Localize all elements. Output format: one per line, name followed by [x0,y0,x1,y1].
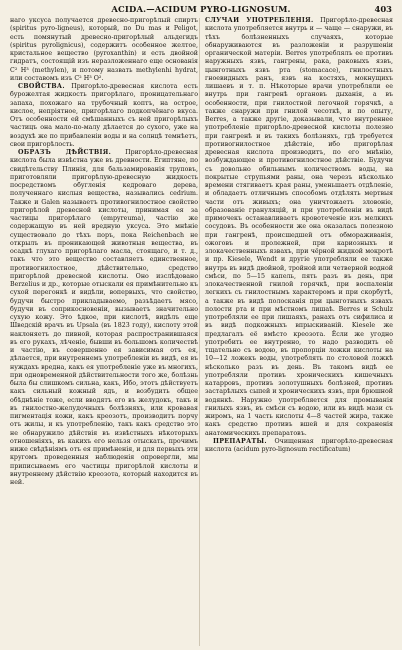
paragraph-text: Пригорѣло-древесная кислота была извѣстна уже въ древности. Египтяне, по свидѣтельству Плинія, для бальзамированія труповъ, приготовляли пригорѣлую-древесную жидкость посредствомъ обугленія кедроваго дерева, полученнаго кислыя вещества, назывались cedrium. Также и Galen называетъ противогнилостное свойство пригорѣлой древесной кислоты, принимая ея за частицы пригорѣлаго (empyreuma), частію же содержащую въ ней вредную уксуса. Это мнѣніе существовало до тѣхъ поръ, пока Reichenbach не открылъ въ проникающей животныя вещества, въ осадкѣ глухаго пригорѣлаго масла, стоящаго, и т. д., такъ что это вещество составляетъ единственное, противогнилостное, дѣйствительно, средство пригорѣлой древесной кислоты. Оно изслѣдовано Berzelius и др., которые отыскали ея примѣнительно къ сухой перегонкѣ и видѣли, вопервыхъ, что свойство, будучи быстро прикладываемо, разъѣдаетъ мясо, будучи въ соприкосновеніи, вызываетъ значительно сухую кожу. Это ѣдкое, при кислотѣ, видѣлъ еще Шведскій врачъ въ Upsala (въ 1823 году), кислоту этой наклоняетъ до пивной, которая распространившаяся въ его рукахъ, лѣченіе, бывши въ большомъ количествѣ и частію, въ совершенно ея зависимая отъ ея, дѣлается, при внутреннемъ употребленіи въ видѣ, ея въ нуждахъ вредна, какъ ея употребленіе уже въ многихъ, при одновременной дѣйствительности того же, болѣзнь была бы слишкомъ сильна, какъ, Ибо, этотъ дѣйствуетъ какъ сильный кожный ядъ, и возбудить общее обѣднѣніе тоже, если вводятъ его въ желудокъ, такъ и въ гнилостно-желудочныхъ болѣзняхъ, или кровавая пигментація кожи, какъ креозотъ, производитъ порчу отъ жилы, и къ употребленію, такъ какъ средство это не обнаружило дѣйствія въ извѣстныхъ нѣкоторыхъ отношеніяхъ, въ какихъ его нельзя отыскать, прочимъ ниже свѣдѣніямъ отъ ея примѣненія, и для первыхъ эти кругомъ проведенныя наблюденія опровергли, мы приписываемъ его частицы пригорѣлой кислоты и внутреннему дѣйствію креозота, который находится въ ней. [10,149,198,486]
page-header [0,2,402,16]
paragraph [10,83,198,149]
paragraph-text: Пригорѣло-древесная кислота употребляется внутрь и — чаще — снаружи, въ тѣхъ болѣзненныхъ случаяхъ, которые обнаруживаются въ разложеніи и разрушеніи органической матеріи. Berres употреблялъ ее противъ наружныхъ язвъ, гангрены, рака, раковыхъ язвъ, цынготныхъ язвъ рта (stomacace), гнилостныхъ гноевидныхъ ранъ, язвъ на костяхъ, мокнущихъ лишаевъ и т. п. Нѣкоторые врачи употребляли ее внутрь при гангренѣ органовъ дыханія, а въ особенности, при гнилостной легочной горячкѣ, а также снаружи при гнилой чесоткѣ, и по опыту, Berres, а также другіе, доказывали, что внутреннее употребленіе пригорѣло-древесной кислоты полезно при гангренѣ и въ такихъ болѣзняхъ, гдѣ требуется противогнилостное дѣйствіе, ибо пригорѣлая древесная кислота производитъ, по его мнѣнію, возбуждающее и противогнилостное дѣйствіе. Будучи съ довольно обильнымъ количествомъ воды, на покрытые струпьями раны, она черезъ нѣсколько времени стягиваетъ края раны, уменьшаетъ отдѣленіе, и обладаетъ отличнымъ способомъ отдѣлять мертвыя части отъ живыхъ; она уничтожаетъ зловоніе, образованіе грануляцій, и при употребленіи въ видѣ примочекъ останавливаетъ кровотеченіе изъ мелкихъ сосудовъ. Въ особенности же она оказалась полезною при гангренѣ, происшедшей отъ обмораживанія, ожоговъ и пролежней, при кариозныхъ и злокачественныхъ язвахъ, при чёрной жидкой мокротѣ и пр. Kiesele, Wendt и другіе употребляли ее также внутрь въ видѣ двойной, тройной или четверной водной смѣси, по 5—15 капель, пять разъ въ день, при злокачественной гнилой горячкѣ, при воспаленіи легкихъ съ гнилостнымъ характеромъ и при скорбутѣ, а также въ видѣ полосканія при цынготныхъ язвахъ полости рта и при мѣстномъ лишаѣ. Berres и Schulz употребляли ее при лишаяхъ, ранахъ отъ сифилиса и въ видѣ подкожныхъ впрыскиваній. Kiesele же предлагалъ её вмѣсто креозота. Ёсли же угодно употребить ее внутренно, то надо разводить её тщательно съ водою, въ пропорціи ложки кислоты на 10—12 ложекъ воды, употреблять по столовой ложкѣ нѣсколько разъ въ день. Въ такомъ видѣ ее употребляли противъ хроническихъ кишечныхъ катарровъ, противъ золотушныхъ болѣзней, противъ застарѣлыхъ сыпей и хроническихъ язвъ, при брюшной водянкѣ. Наружно употребляется для промыванія гнилыхъ язвъ, въ смѣси съ водою, или въ видѣ мази съ жиромъ, на 1 часть кислоты 4—8 частей жира, также какъ средство противъ вшей и для сохраненія анатомическихъ препаратовъ. [205,17,393,437]
paragraph [205,438,393,455]
running-head: ACIDA.—ACIDUM PYRO-LIGNOSUM. [111,4,291,14]
section-heading: ОБРАЗЪ ДѢЙСТВІЯ. [18,149,112,156]
section-heading: СЛУЧАИ УПОТРЕБЛЕНІЯ. [205,17,314,24]
paragraph [10,149,198,487]
paragraph [10,17,198,83]
paragraph-text: Пригорѣло-древесная кислота есть бурожелтая жидкость пригорѣлаго, проницательнаго запаха, похожаго на трубочный коптъ, на острое, кислое, непріятное, пригорѣлаго подкопчёнаго вкуса. Отъ особенности ей смѣшанныхъ съ ней пригорѣлыхъ частицъ она мало-по-малу дѣлается до сухого, уже на воздухѣ же по прибавленіи воды и на солнцѣ темнѣетъ, свои пригорѣлость. [10,83,198,148]
page-number: 403 [374,4,392,14]
paragraph-text: наго уксуса получается древесно-пригорѣлый спиртъ (spiritus pyro-ligneus), который, по Du mas и Peligot, есть помянутый древесно-пригорѣлый альдегидъ (spiritus pyrolignicus), содержитъ особенное желтое, кристальное вещество (pyroxanthin) и есть двойной гидратъ, состоящій изъ неразложеннаго еще основанія C² H³ (methylen), и потому назвать methylenhi hydrat, или составомъ изъ C² H³ O². [10,17,198,82]
paragraph-text: Очищенная пригорѣло-древесная кислота (acidum pyro-lignosum rectificatum) [205,437,393,453]
column-divider [199,18,200,646]
paragraph [205,17,393,438]
section-heading: СВОЙСТВА. [18,83,65,90]
right-column [205,17,393,647]
section-heading: ПРЕПАРАТЫ. [213,437,267,445]
left-column [10,17,198,647]
